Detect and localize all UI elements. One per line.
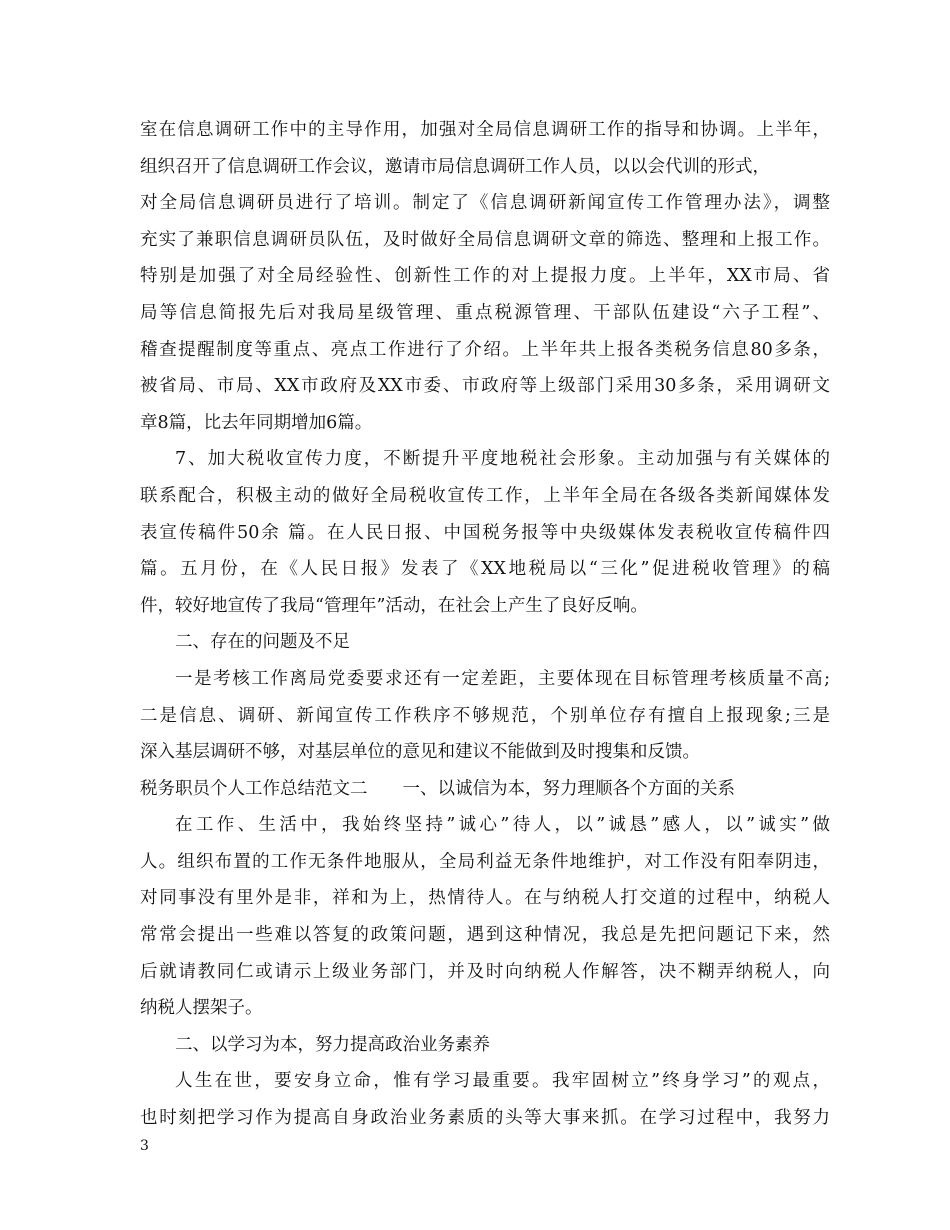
text-line: 充实了兼职信息调研员队伍，及时做好全局信息调研文章的筛选、整理和上报工作。 [140, 229, 830, 250]
page-number: 3 [140, 1138, 149, 1154]
text-line: 表宣传稿件50余 篇。在人民日报、中国税务报等中央级媒体发表税收宣传稿件四 [140, 522, 830, 543]
text-line: 室在信息调研工作中的主导作用，加强对全局信息调研工作的指导和协调。上半年， [140, 120, 830, 140]
text-line: 对同事没有里外是非，祥和为上，热情待人。在与纳税人打交道的过程中，纳税人 [140, 888, 830, 909]
text-line: 二、以学习为本，努力提高政治业务素养 [175, 1034, 490, 1055]
text-line: 深入基层调研不够，对基层单位的意见和建议不能做到及时搜集和反馈。 [140, 742, 700, 763]
text-line: 联系配合，积极主动的做好全局税收宣传工作，上半年全局在各级各类新闻媒体发 [140, 485, 830, 506]
text-line: 被省局、市局、XX市政府及XX市委、市政府等上级部门采用30多条，采用调研文 [140, 376, 830, 397]
text-line: 件，较好地宣传了我局“管理年”活动，在社会上产生了良好反响。 [140, 595, 648, 616]
text-line: 纳税人摆架子。 [140, 998, 263, 1019]
text-line: 篇。五月份，在《人民日报》发表了《XX地税局以“三化”促进税收管理》的稿 [140, 559, 830, 580]
text-line: 人生在世，要安身立命，惟有学习最重要。我牢固树立”终身学习”的观点， [175, 1071, 830, 1092]
text-line: 在工作、生活中，我始终坚持”诚心”待人，以”诚恳”感人，以”诚实”做 [175, 815, 830, 836]
text-line: 局等信息简报先后对我局星级管理、重点税源管理、干部队伍建设“六子工程”、 [140, 302, 830, 323]
text-line: 一是考核工作离局党委要求还有一定差距，主要体现在目标管理考核质量不高; [175, 668, 830, 689]
text-line: 二是信息、调研、新闻宣传工作秩序不够规范，个别单位存有擅自上报现象;三是 [140, 705, 830, 726]
text-line: 7、加大税收宣传力度，不断提升平度地税社会形象。主动加强与有关媒体的 [175, 449, 830, 470]
text-line: 组织召开了信息调研工作会议，邀请市局信息调研工作人员，以以会代训的形式， [140, 156, 770, 177]
text-line: 税务职员个人工作总结范文二 一、以诚信为本，努力理顺各个方面的关系 [140, 778, 735, 799]
text-line: 特别是加强了对全局经验性、创新性工作的对上提报力度。上半年，XX市局、省 [140, 266, 830, 287]
text-line: 后就请教同仁或请示上级业务部门，并及时向纳税人作解答，决不糊弄纳税人，向 [140, 961, 830, 982]
text-line: 稽查提醒制度等重点、亮点工作进行了介绍。上半年共上报各类税务信息80多条， [140, 339, 830, 360]
text-line: 常常会提出一些难以答复的政策问题，遇到这种情况，我总是先把问题记下来，然 [140, 925, 830, 946]
text-line: 人。组织布置的工作无条件地服从，全局利益无条件地维护，对工作没有阳奉阴违， [140, 851, 830, 872]
text-line: 也时刻把学习作为提高自身政治业务素质的头等大事来抓。在学习过程中，我努力 [140, 1108, 830, 1129]
document-body [140, 112, 830, 1137]
text-line: 二、存在的问题及不足 [175, 632, 350, 653]
text-line: 章8篇，比去年同期增加6篇。 [140, 412, 373, 433]
text-line: 对全局信息调研员进行了培训。制定了《信息调研新闻宣传工作管理办法》，调整 [140, 193, 830, 214]
